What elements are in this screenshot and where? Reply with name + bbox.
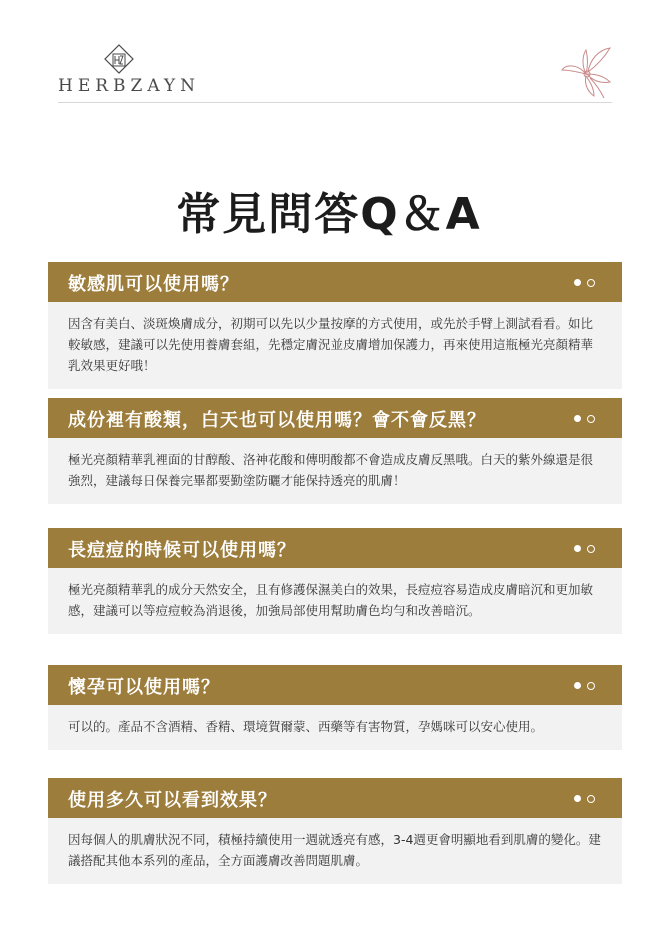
faq-question-bar[interactable] <box>48 262 622 302</box>
faq-question: 懷孕可以使用嗎？ <box>68 677 220 698</box>
faq-question-bar[interactable] <box>48 665 622 705</box>
dots-icon <box>574 414 598 424</box>
faq-answer: 因含有美白、淡斑煥膚成分，初期可以先以少量按摩的方式使用，或先於手臂上測試看看。如比較敏感，建議可以先使用養膚套組，先穩定膚況並皮膚增加保護力，再來使用這瓶極光亮顏精華乳效果更好哦！ <box>48 302 622 389</box>
faq-answer: 極光亮顏精華乳裡面的甘醇酸、洛神花酸和傳明酸都不會造成皮膚反黑哦。白天的紫外線還是很強烈，建議每日保養完畢都要勤塗防曬才能保持透亮的肌膚！ <box>48 438 622 504</box>
faq-item <box>48 262 622 389</box>
page-title: 常見問答Q＆A <box>176 189 482 240</box>
faq-answer: 因每個人的肌膚狀況不同，積極持續使用一週就透亮有感，3-4週更會明顯地看到肌膚的變化。建議搭配其他本系列的產品，全方面護膚改善問題肌膚。 <box>48 818 622 884</box>
hz-monogram-icon <box>104 44 134 76</box>
dots-icon <box>574 278 598 288</box>
dots-icon <box>574 544 598 554</box>
brand-name: HERBZAYN <box>58 76 201 96</box>
dots-icon <box>574 681 598 691</box>
faq-item <box>48 528 622 634</box>
faq-item <box>48 398 622 504</box>
orchid-flower-icon <box>560 44 614 100</box>
faq-answer: 可以的。產品不含酒精、香精、環境賀爾蒙、西藥等有害物質，孕媽咪可以安心使用。 <box>48 705 622 750</box>
faq-question-bar[interactable] <box>48 528 622 568</box>
faq-question: 長痘痘的時候可以使用嗎？ <box>68 540 296 561</box>
header <box>0 0 658 110</box>
faq-item <box>48 665 622 750</box>
faq-question: 敏感肌可以使用嗎？ <box>68 274 239 295</box>
faq-question: 使用多久可以看到效果？ <box>68 790 277 811</box>
faq-question-bar[interactable] <box>48 398 622 438</box>
dots-icon <box>574 794 598 804</box>
faq-item <box>48 778 622 884</box>
faq-answer: 極光亮顏精華乳的成分天然安全，且有修護保濕美白的效果，長痘痘容易造成皮膚暗沉和更加敏感，建議可以等痘痘較為消退後，加強局部使用幫助膚色均勻和改善暗沉。 <box>48 568 622 634</box>
header-divider <box>58 102 612 103</box>
faq-question-bar[interactable] <box>48 778 622 818</box>
faq-question: 成份裡有酸類，白天也可以使用嗎？會不會反黑？ <box>68 410 486 431</box>
